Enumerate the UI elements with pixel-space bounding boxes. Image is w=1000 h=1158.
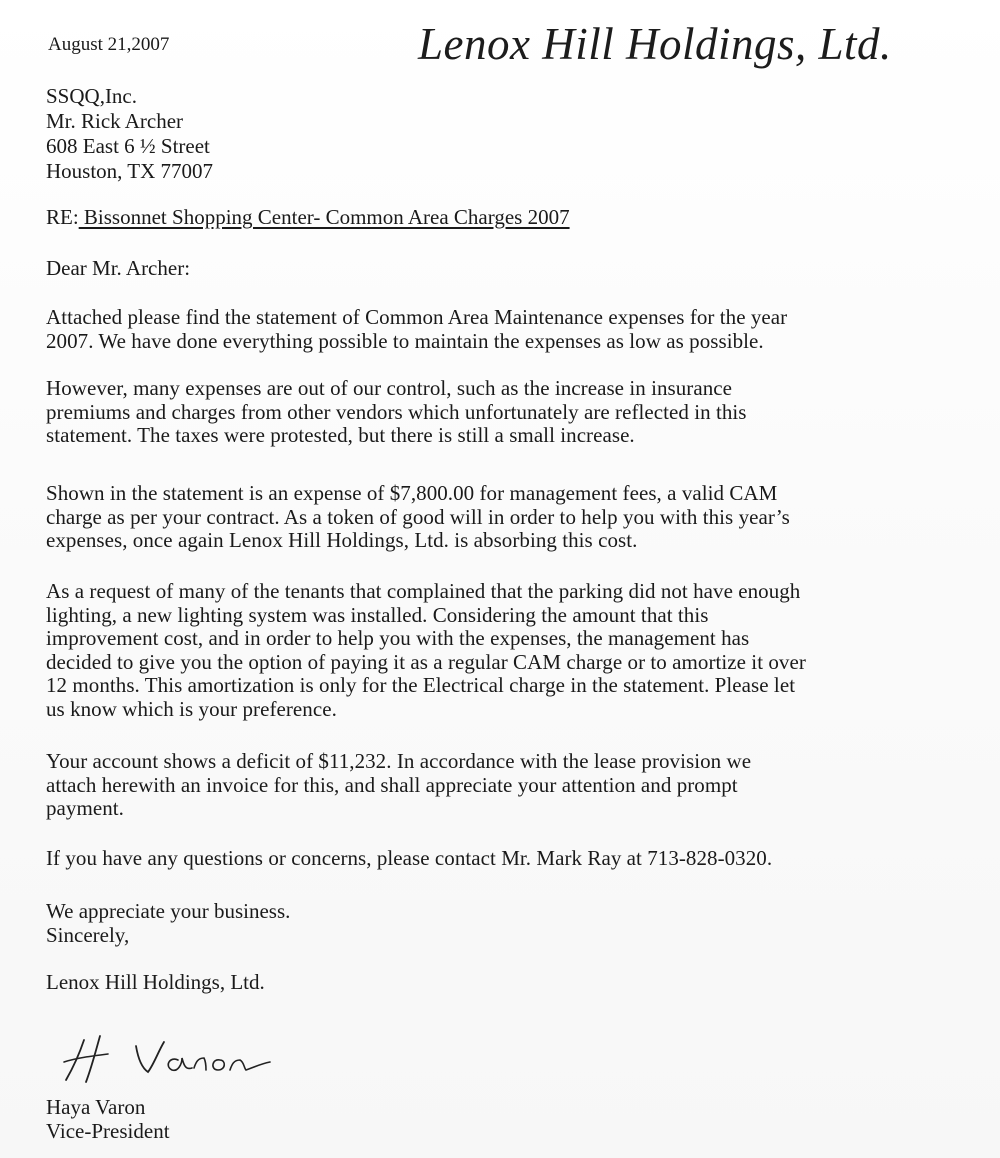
paragraph-line: Attached please find the statement of Common Area Maintenance expenses for the year <box>46 305 788 329</box>
paragraph-line: Shown in the statement is an expense of $7,800.00 for management fees, a valid CAM <box>46 481 778 505</box>
paragraph-line: decided to give you the option of paying it as a regular CAM charge or to amortize it over <box>46 649 806 674</box>
signature-stroke <box>213 1060 224 1070</box>
closing <box>46 900 290 947</box>
paragraph-line: payment. <box>46 796 124 821</box>
company-signature-line: Lenox Hill Holdings, Ltd. <box>46 970 265 994</box>
signature-stroke <box>64 1054 108 1062</box>
recipient-company: SSQQ,Inc. <box>46 84 138 108</box>
paragraph-line: expenses, once again Lenox Hill Holdings, Ltd. is absorbing this cost. <box>46 528 638 553</box>
paragraph-line: charge as per your contract. As a token of good will in order to help you with this year’s <box>46 504 790 529</box>
body-paragraph <box>46 580 806 722</box>
recipient-address <box>46 84 213 184</box>
signature-stroke <box>194 1058 206 1070</box>
recipient-name: Mr. Rick Archer <box>46 109 184 133</box>
signature-stroke <box>168 1058 192 1070</box>
signer-block <box>46 1095 170 1143</box>
handwritten-signature <box>56 1028 276 1088</box>
letter-date: August 21,2007 <box>48 34 170 55</box>
paragraph-line: If you have any questions or concerns, please contact Mr. Mark Ray at 713-828-0320. <box>46 846 773 870</box>
paragraph-line: Your account shows a deficit of $11,232. In accordance with the lease provision we <box>46 749 752 773</box>
body-paragraph <box>46 750 751 821</box>
paragraph-line: improvement cost, and in order to help you with the expenses, the management has <box>46 626 750 651</box>
paragraph-line: 12 months. This amortization is only for the Electrical charge in the statement. Please let <box>46 673 796 698</box>
paragraph-line: As a request of many of the tenants that complained that the parking did not have enough <box>46 579 801 603</box>
body-paragraph <box>46 847 772 871</box>
signature-stroke <box>136 1042 164 1072</box>
paragraph-line: lighting, a new lighting system was installed. Considering the amount that this <box>46 602 709 627</box>
recipient-street: 608 East 6 ½ Street <box>46 134 210 158</box>
re-subject: Bissonnet Shopping Center- Common Area Charges 2007 <box>78 205 570 229</box>
body-paragraph <box>46 482 790 553</box>
salutation: Dear Mr. Archer: <box>46 256 191 280</box>
closing-line: We appreciate your business. <box>46 899 291 923</box>
re-line <box>46 205 570 230</box>
re-label: RE: <box>46 205 79 229</box>
paragraph-line: 2007. We have done everything possible to maintain the expenses as low as possible. <box>46 328 764 353</box>
paragraph-line: premiums and charges from other vendors which unfortunately are reflected in this <box>46 399 747 424</box>
body-paragraph <box>46 306 787 353</box>
paragraph-line: attach herewith an invoice for this, and shall appreciate your attention and prompt <box>46 772 738 797</box>
body-paragraph <box>46 377 747 448</box>
signature-stroke <box>230 1060 270 1070</box>
signer-title: Vice-President <box>46 1119 170 1143</box>
paragraph-line: However, many expenses are out of our control, such as the increase in insurance <box>46 376 732 400</box>
recipient-city: Houston, TX 77007 <box>46 159 214 183</box>
signature-stroke <box>86 1036 100 1082</box>
paragraph-line: us know which is your preference. <box>46 696 337 721</box>
closing-line: Sincerely, <box>46 922 130 947</box>
signer-name: Haya Varon <box>46 1095 146 1119</box>
letterhead-logo: Lenox Hill Holdings, Ltd. <box>418 19 892 69</box>
paragraph-line: statement. The taxes were protested, but there is still a small increase. <box>46 423 635 448</box>
